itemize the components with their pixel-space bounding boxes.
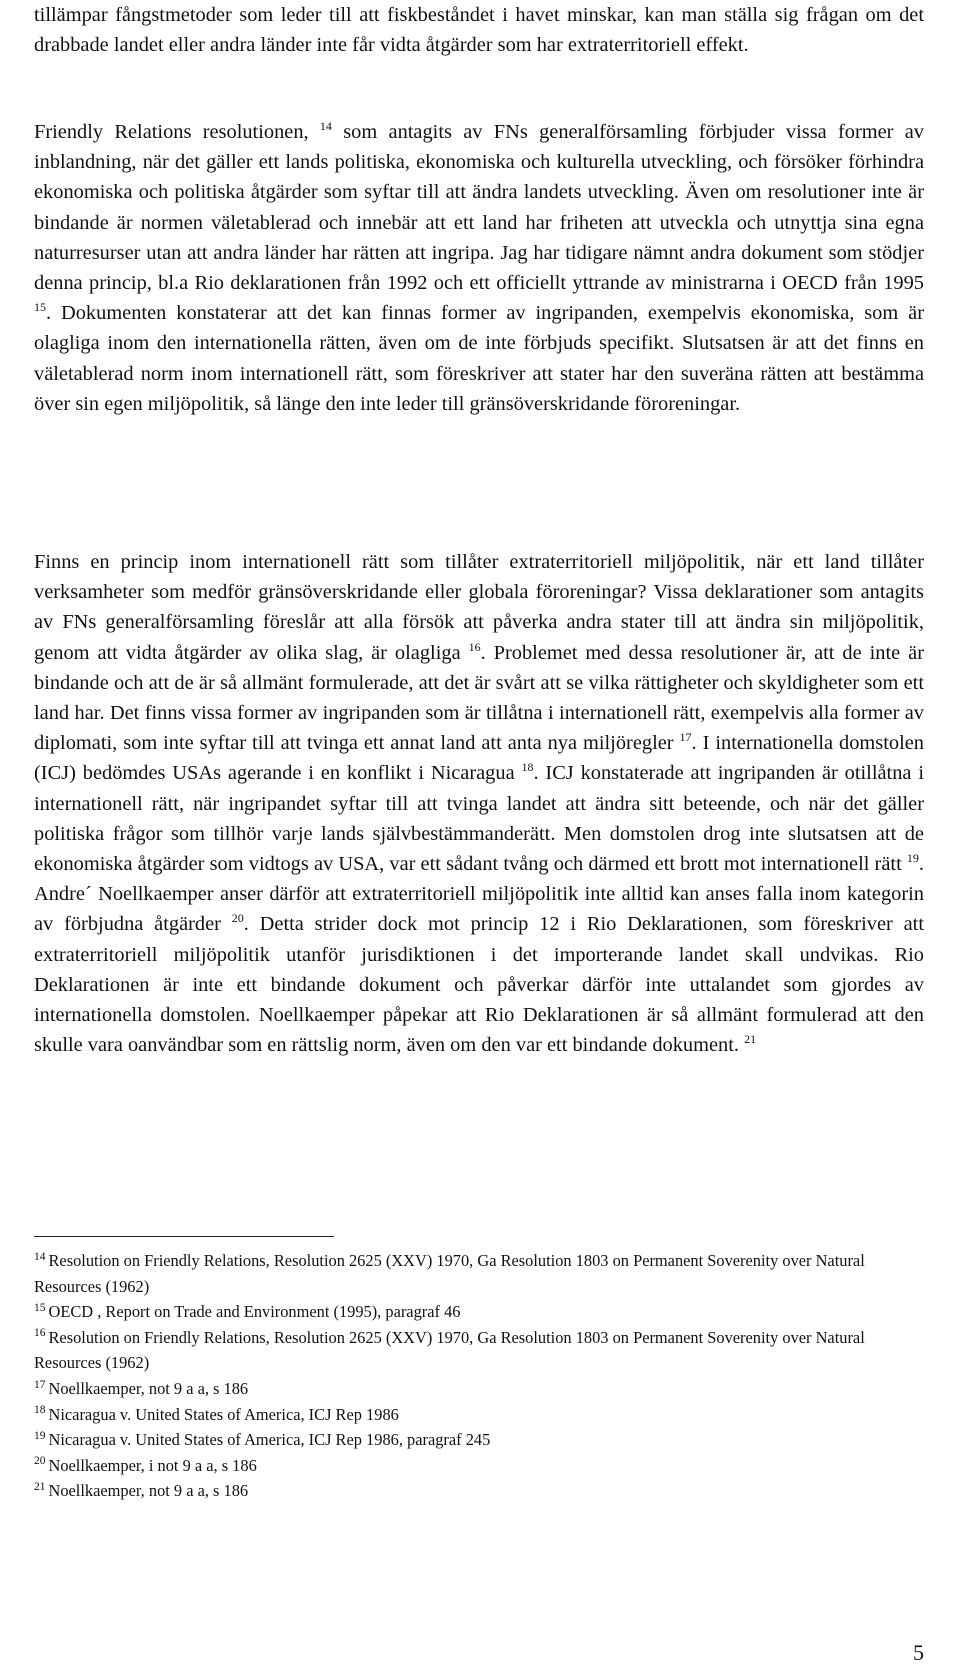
footnote-ref-17: 17 <box>679 730 692 745</box>
footnote-text: OECD , Report on Trade and Environment (1995), paragraf 46 <box>48 1302 461 1322</box>
footnote-ref-14: 14 <box>319 119 332 134</box>
paragraph-1 <box>34 0 924 60</box>
paragraph-text: . Andre´ Noellkaemper anser därför att extraterritoriell miljöpolitik inte alltid kan anses falla inom kategorin av förbjudna åtgärder <box>34 853 924 936</box>
footnote-ref-18: 18 <box>521 760 534 775</box>
paragraph-2 <box>34 117 924 419</box>
footnote-text: Noellkaemper, not 9 a a, s 186 <box>48 1378 249 1398</box>
footnote-ref-20: 20 <box>231 911 244 926</box>
footnote-ref-15: 15 <box>34 300 46 315</box>
footnotes <box>34 1248 924 1504</box>
footnote-ref-16: 16 <box>468 639 481 654</box>
paragraph-text: . Detta strider dock mot princip 12 i Rio Deklarationen, som föreskriver att extraterritoriell miljöpolitik utanför jurisdiktionen i det importerande landet skall undvikas. Rio Deklarationen är inte ett bindande dokument och påverkar därför inte uttalandet som gjordes av internationella domstolen. Noellkaemper påpekar att Rio Deklarationen är så allmänt formulerad att den skulle vara oanvändbar som en rättslig norm, även om den var ett bindande dokument. <box>34 913 924 1057</box>
footnote-number: 20 <box>34 1455 46 1468</box>
footnote-number: 21 <box>34 1480 46 1493</box>
paragraph-3 <box>34 547 924 1060</box>
footnote-number: 18 <box>34 1404 46 1417</box>
footnote-number: 19 <box>34 1429 46 1442</box>
footnote-text: Nicaragua v. United States of America, ICJ Rep 1986, paragraf 245 <box>48 1430 491 1450</box>
footnote-number: 16 <box>34 1327 46 1340</box>
footnote-21 <box>34 1478 924 1504</box>
footnote-text: Resolution on Friendly Relations, Resolution 2625 (XXV) 1970, Ga Resolution 1803 on Permanent Soverenity over Natural Resources (1962) <box>34 1327 865 1373</box>
page-number: 5 <box>913 1640 924 1665</box>
footnote-18 <box>34 1402 924 1428</box>
footnote-text: Noellkaemper, i not 9 a a, s 186 <box>48 1455 257 1475</box>
footnote-ref-19: 19 <box>906 851 919 866</box>
paragraph-text: Finns en princip inom internationell rätt som tillåter extraterritoriell miljöpolitik, när ett land tillåter verksamheter som medför gränsöverskridande eller globala föroreningar? Vissa deklarationer som antagits av FNs generalförsamling föreslår att alla försök att påverka andra stater till att ändra sin miljöpolitik, genom att vidta åtgärder av olika slag, är olagliga <box>34 551 924 664</box>
footnote-number: 15 <box>34 1301 46 1314</box>
paragraph-text: . Problemet med dessa resolutioner är, att de inte är bindande och att de är så allmänt formulerade, att det är svårt att se vilka rättigheter och skyldigheter som ett land har. Det finns vissa former av ingripanden som är tillåtna i internationell rätt, exempelvis alla former av diplomati, som inte syftar till att tvinga ett annat land att anta nya miljöregler <box>34 641 924 755</box>
footnote-20 <box>34 1453 924 1479</box>
footnote-number: 14 <box>34 1250 46 1263</box>
paragraph-text: som antagits av FNs generalförsamling förbjuder vissa former av inblandning, när det gäller ett lands politiska, ekonomiska och kulturella utveckling, och försöker förhindra ekonomiska och politiska åtgärder som syftar till att ändra landets utveckling. Även om resolutioner inte är bindande är normen väletablerad och innebär att ett land har friheten att utveckla och utnyttja sina egna naturresurser utan att andra länder har rätten att ingripa. Jag har tidigare nämnt andra dokument som stödjer denna princip, bl.a Rio deklarationen från 1992 och ett officiellt yttrande av ministrarna i OECD från 1995 <box>34 121 924 295</box>
footnote-16 <box>34 1325 924 1376</box>
footnote-number: 17 <box>34 1378 46 1391</box>
paragraph-text: . I internationella domstolen (ICJ) bedömdes USAs agerande i en konflikt i Nicaragua <box>34 732 924 785</box>
footnote-14 <box>34 1248 924 1299</box>
footnote-19 <box>34 1427 924 1453</box>
footnote-ref-21: 21 <box>744 1032 757 1047</box>
footnote-15 <box>34 1299 924 1325</box>
paragraph-text: . Dokumenten konstaterar att det kan finnas former av ingripanden, exempelvis ekonomiska, som är olagliga inom den internationella rätten, även om de inte förbjuds specifikt. Slutsatsen är att det finns en väletablerad norm inom internationell rätt, som föreskriver att stater har den suveräna rätten att bestämma över sin egen miljöpolitik, så länge den inte leder till gränsöverskridande föroreningar. <box>34 302 924 415</box>
document-page <box>34 0 924 1678</box>
footnote-text: Noellkaemper, not 9 a a, s 186 <box>48 1481 249 1501</box>
paragraph-text: . ICJ konstaterade att ingripanden är otillåtna i internationell rätt, när ingripandet syftar till att tvinga landet att ändra sitt beteende, och när det gäller politiska frågor som tillhör varje lands självbestämmanderätt. Men domstolen drog inte slutsatsen att de ekonomiska åtgärder som vidtogs av USA, var ett sådant tvång och därmed ett brott mot internationell rätt <box>34 762 924 876</box>
footnote-text: Nicaragua v. United States of America, ICJ Rep 1986 <box>48 1404 399 1424</box>
footnote-text: Resolution on Friendly Relations, Resolution 2625 (XXV) 1970, Ga Resolution 1803 on Permanent Soverenity over Natural Resources (1962) <box>34 1251 865 1296</box>
footnote-separator <box>34 1236 334 1237</box>
paragraph-text: Friendly Relations resolutionen, <box>34 121 320 143</box>
paragraph-text: tillämpar fångstmetoder som leder till att fiskbeståndet i havet minskar, kan man ställa sig frågan om det drabbade landet eller andra länder inte får vidta åtgärder som har extraterritoriell effekt. <box>34 4 924 57</box>
footnote-17 <box>34 1376 924 1402</box>
